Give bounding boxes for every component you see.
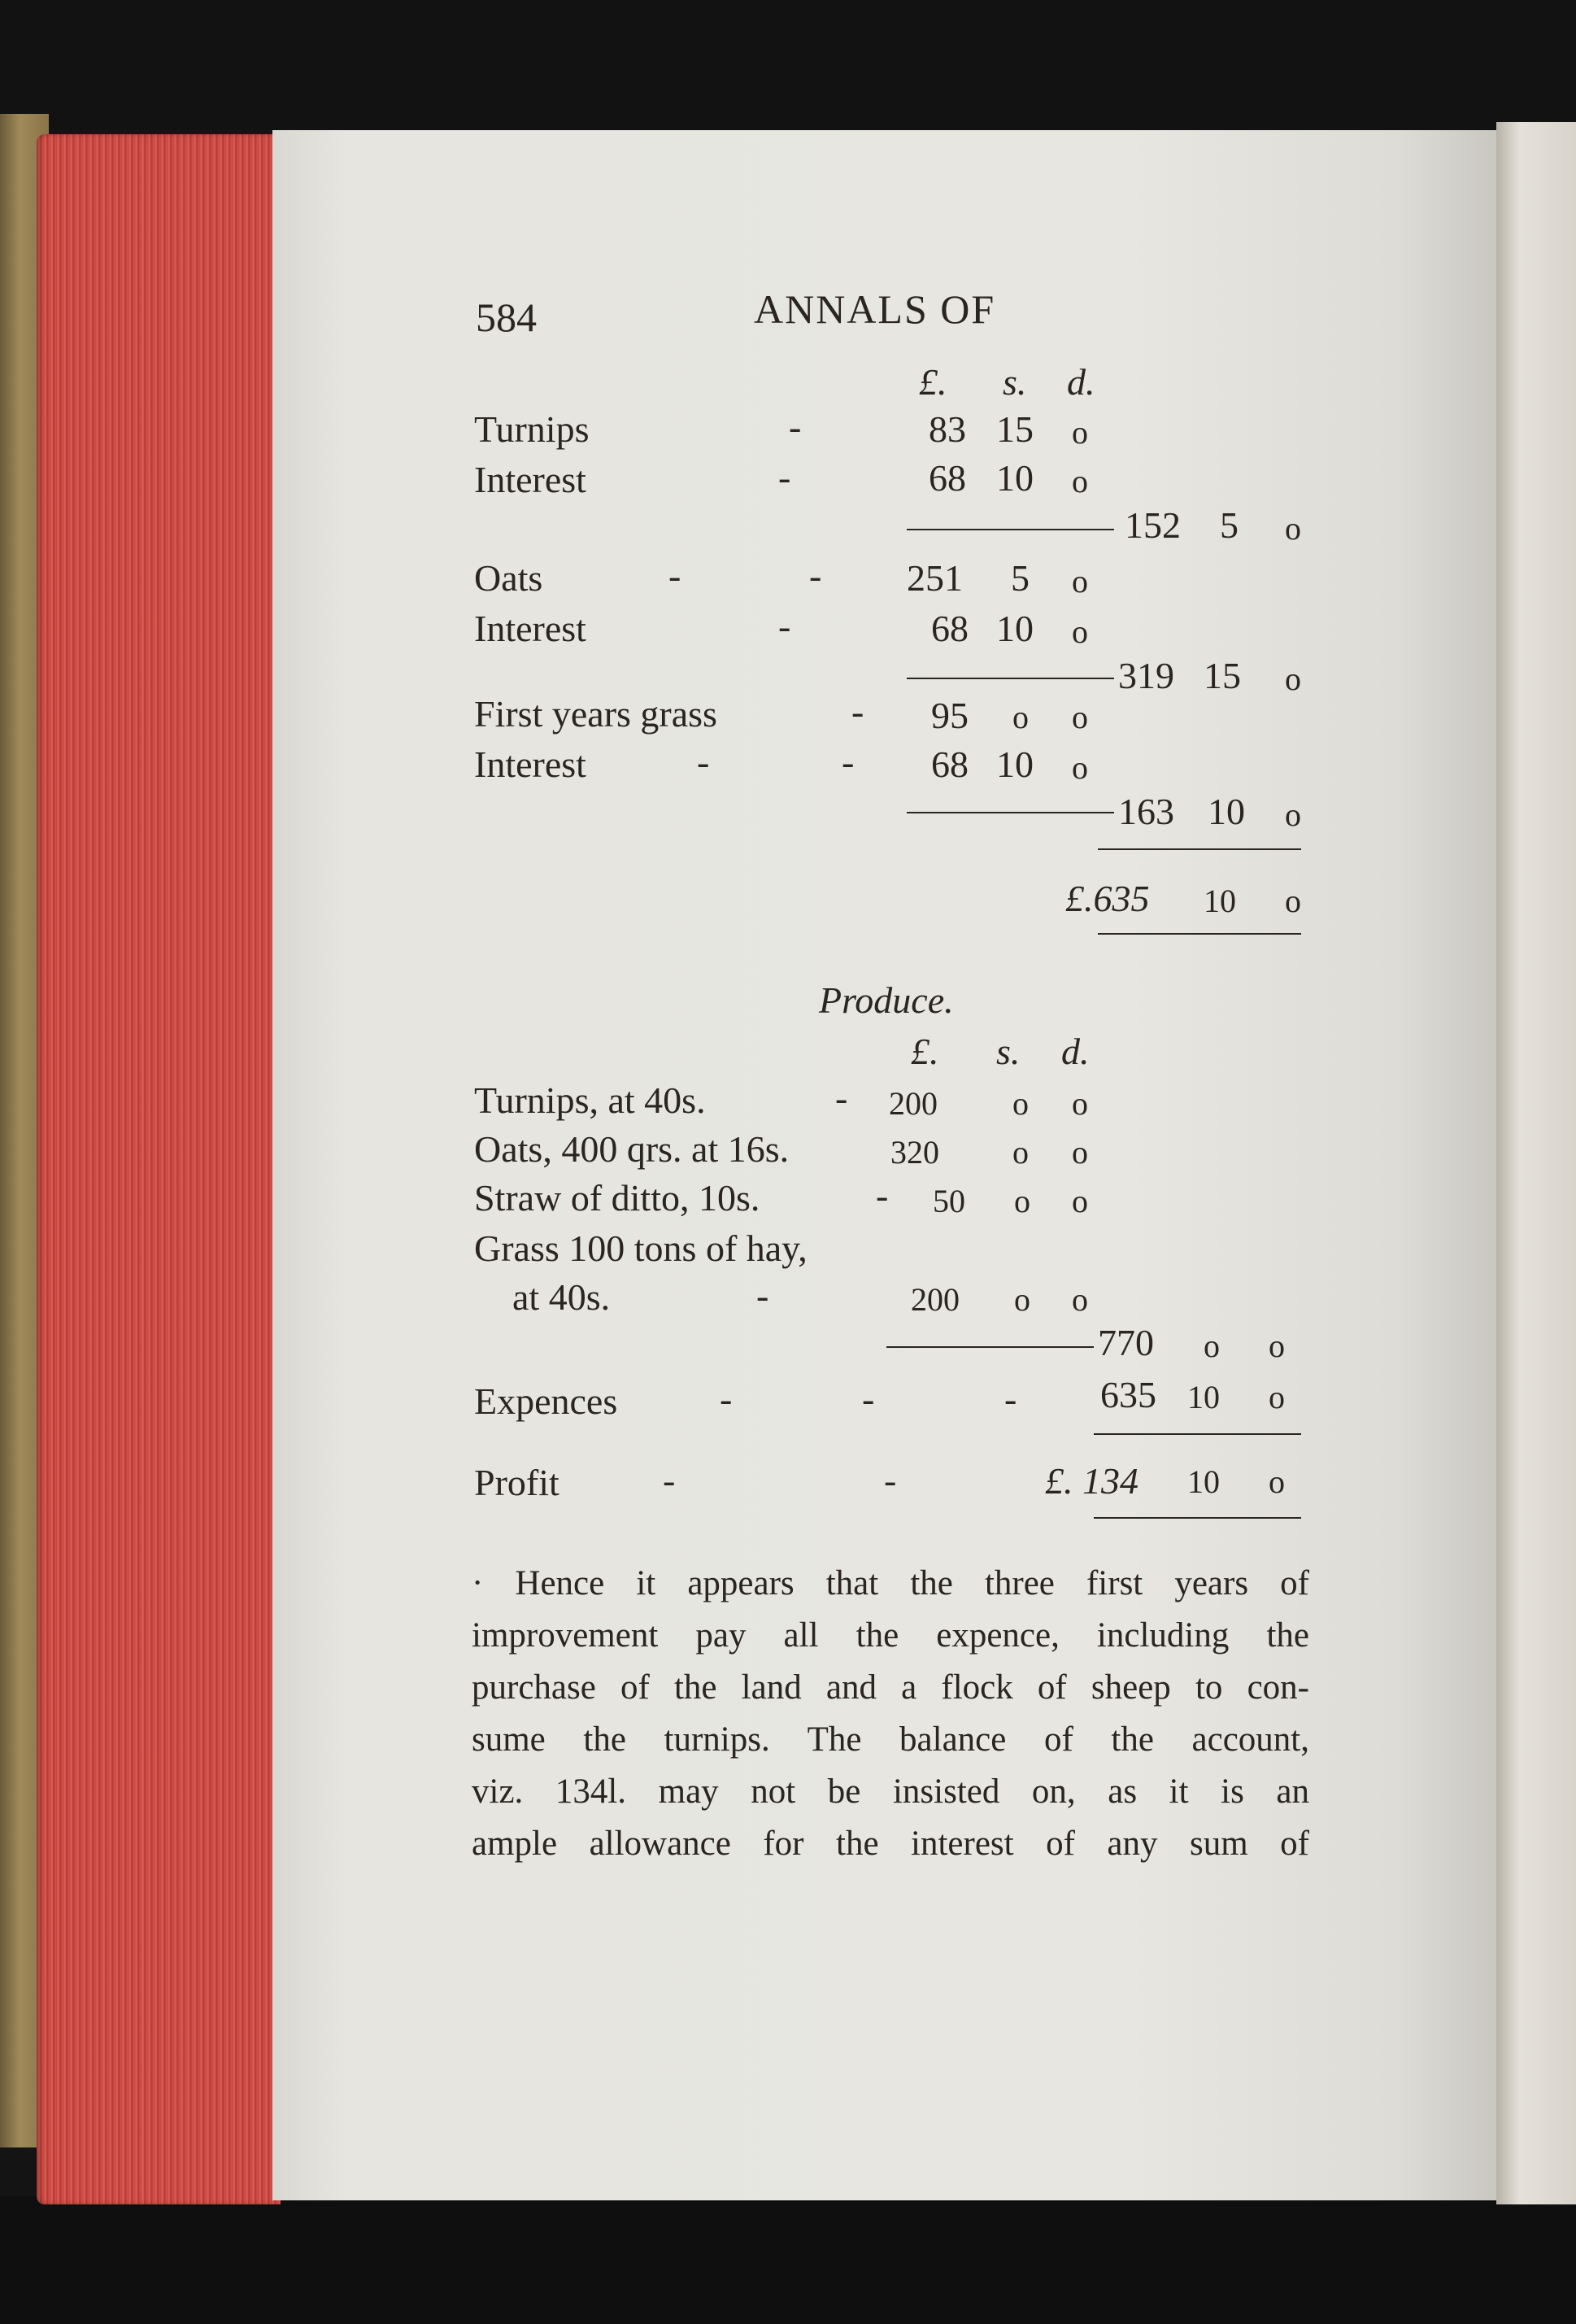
expense-label: Interest [474,459,586,500]
paragraph-line: ample allowance for the interest of any sum of [472,1825,1309,1863]
amount-pence: o [1072,563,1088,600]
expences-shillings: 10 [1187,1379,1220,1415]
amount-shillings: 5 [1011,557,1030,599]
leader-dot: - [876,1175,889,1216]
running-title: ANNALS OF [754,286,996,332]
profit-label: Profit [474,1462,559,1503]
produce-label: at 40s. [512,1276,611,1318]
leader-dot: - [851,691,864,732]
facing-page-edge [1496,122,1576,2204]
amount-pence: o [1072,613,1088,650]
amount-shillings: 10 [996,743,1034,785]
produce-label: Grass 100 tons of hay, [474,1227,808,1269]
leader-dot: - [862,1378,875,1419]
expense-label: First years grass [474,693,717,735]
subtotal-pounds: 163 [1118,791,1174,832]
profit-shillings: 10 [1187,1463,1220,1500]
col-head-pence: d. [1061,1031,1090,1072]
amount-pounds: 251 [907,557,963,599]
subtotal-pence: o [1285,661,1301,697]
expense-label: Interest [474,608,586,649]
expense-label: Oats [474,557,543,599]
col-head-pounds: £. [919,361,947,403]
amount-shillings: o [1012,1134,1029,1171]
paragraph-line: purchase of the land and a flock of sheep to con- [472,1668,1309,1707]
amount-pounds: 83 [929,408,966,450]
subtotal-rule [886,1346,1094,1348]
amount-pence: o [1072,414,1088,451]
amount-pounds: 68 [931,743,969,785]
amount-pence: o [1072,749,1088,786]
profit-rule-top [1094,1433,1301,1435]
background-bottom [0,2196,1576,2324]
leader-dot: - [789,406,802,447]
amount-pounds: 200 [911,1281,960,1318]
amount-shillings: 15 [996,408,1034,450]
subtotal-rule [907,812,1114,813]
amount-shillings: o [1014,1281,1030,1318]
leader-dot: - [809,555,822,596]
leader-dot: - [778,456,791,498]
leader-dot: - [668,555,681,596]
paragraph-line: improvement pay all the expence, including the [472,1616,1309,1655]
profit-rule-bottom [1094,1517,1301,1519]
amount-shillings: 10 [996,608,1034,649]
expense-label: Interest [474,743,586,785]
leader-dot: - [842,741,855,783]
amount-pence: o [1072,1134,1088,1171]
profit-pence: o [1269,1463,1285,1500]
total-rule-top [1098,848,1301,850]
amount-shillings: 10 [996,457,1034,499]
background-top [0,0,1576,130]
page-number: 584 [476,294,537,340]
amount-pounds: 50 [933,1183,965,1219]
amount-pence: o [1072,1281,1088,1318]
subtotal-pounds: 319 [1118,655,1174,696]
subtotal-pounds: 152 [1125,504,1181,546]
subtotal-shillings: 10 [1208,791,1245,832]
book-page [272,130,1496,2200]
body-paragraph [472,1558,1309,1870]
page-edge-red [37,134,281,2204]
subtotal-shillings: 5 [1220,504,1239,546]
col-head-pence: d. [1067,361,1095,403]
total-shillings: 10 [1204,883,1236,919]
subtotal-shillings: 15 [1204,655,1241,696]
paragraph-line: viz. 134l. may not be insisted on, as it is an [472,1772,1309,1811]
total-pence: o [1285,883,1301,919]
leader-dot: - [884,1459,897,1501]
subtotal-pence: o [1285,510,1301,547]
produce-label: Oats, 400 qrs. at 16s. [474,1128,790,1170]
leader-dot: - [1004,1378,1017,1419]
col-head-shillings: s. [996,1031,1021,1072]
amount-pounds: 95 [931,695,969,736]
subtotal-pence: o [1285,796,1301,833]
amount-shillings: o [1014,1183,1030,1219]
subtotal-pounds: 770 [1098,1322,1154,1363]
col-head-shillings: s. [1003,361,1027,403]
amount-pence: o [1072,463,1088,499]
amount-pounds: 320 [890,1134,939,1171]
amount-pounds: 68 [929,457,966,499]
leader-dot: - [663,1459,676,1501]
subtotal-rule [907,678,1114,679]
amount-pence: o [1072,1085,1088,1122]
amount-pence: o [1072,1183,1088,1219]
subtotal-pence: o [1269,1328,1285,1364]
amount-shillings: o [1012,699,1029,735]
total-pounds: £.635 [1065,878,1150,919]
produce-heading: Produce. [819,979,954,1021]
produce-label: Straw of ditto, 10s. [474,1177,760,1219]
expences-pounds: 635 [1100,1374,1156,1415]
amount-pence: o [1072,699,1088,735]
amount-shillings: o [1012,1085,1029,1122]
leader-dot: - [697,741,710,783]
leader-dot: - [720,1378,733,1419]
produce-label: Turnips, at 40s. [474,1079,706,1121]
leader-dot: - [756,1275,769,1316]
amount-pounds: 68 [931,608,969,649]
expences-label: Expences [474,1380,618,1422]
paragraph-line: · Hence it appears that the three first years of [472,1564,1309,1602]
amount-pounds: 200 [889,1085,938,1122]
profit-pounds: £. 134 [1045,1460,1138,1502]
expences-pence: o [1269,1379,1285,1415]
expense-label: Turnips [474,408,590,450]
subtotal-shillings: o [1204,1328,1220,1364]
paragraph-line: sume the turnips. The balance of the account, [472,1720,1309,1759]
subtotal-rule [907,529,1114,530]
leader-dot: - [778,605,791,647]
total-rule-bottom [1098,933,1301,935]
col-head-pounds: £. [911,1031,939,1072]
leader-dot: - [835,1077,848,1118]
